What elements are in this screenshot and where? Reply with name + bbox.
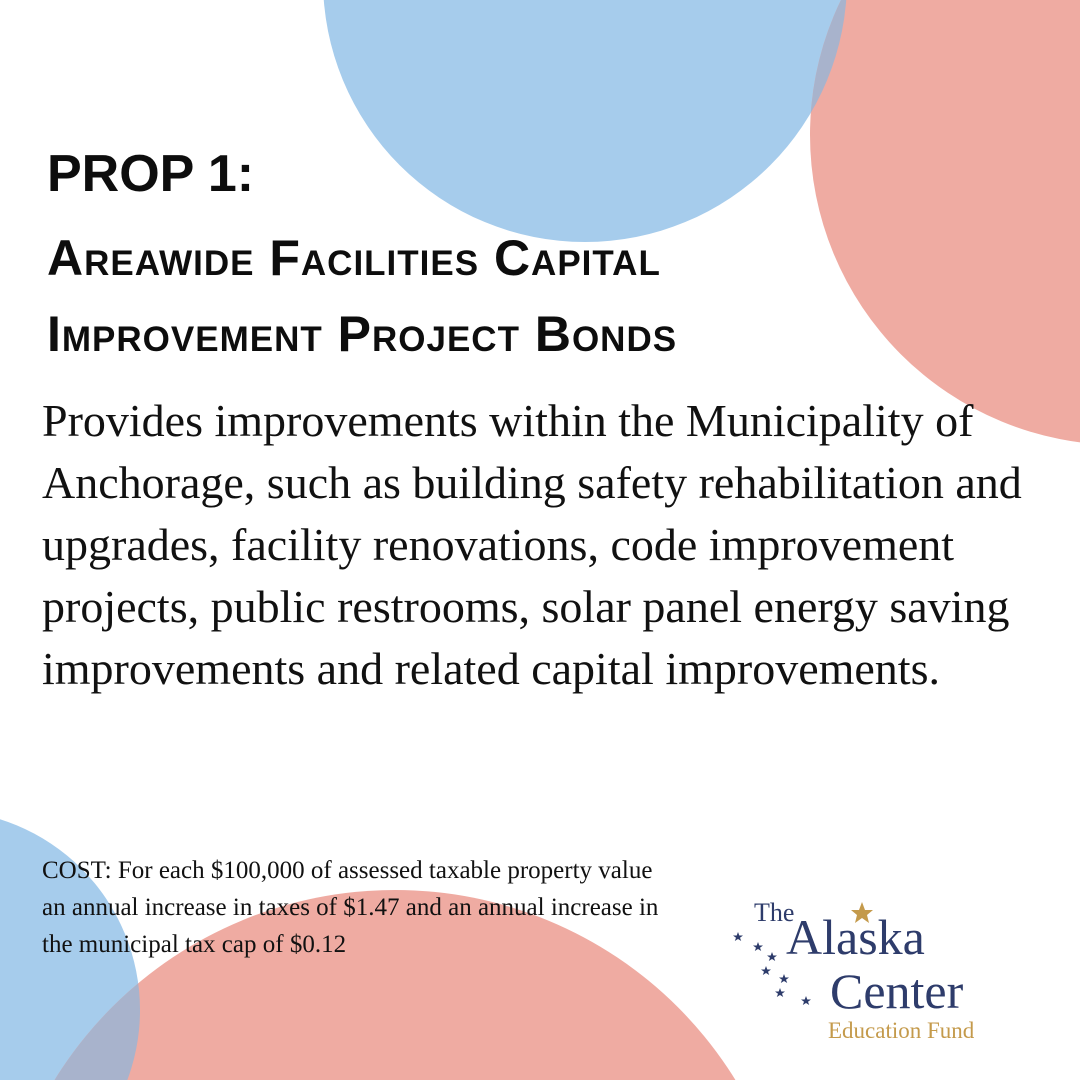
title-line-3: Improvement Project Bonds [47, 306, 678, 362]
proposition-description: Provides improvements within the Municipality of Anchorage, such as building safety rehabilitation and upgrades, facility renovations, code improvement projects, public restrooms, solar panel energy saving improvements and related capital improvements. [42, 395, 1022, 694]
proposition-title [47, 142, 677, 372]
logo-center: Center [830, 963, 964, 1019]
title-line-2: Areawide Facilities Capital [47, 230, 661, 286]
top-salmon-circle [810, 0, 1080, 445]
logo-the: The [754, 898, 795, 927]
title-line-1: PROP 1: [47, 145, 255, 203]
logo-alaska: Alaska [786, 909, 925, 965]
logo-education-fund: Education Fund [828, 1018, 975, 1043]
alaska-center-logo [728, 898, 1008, 1048]
cost-statement: COST: For each $100,000 of assessed taxable property value an annual increase in taxes of $1.47 and an annual increase in the municipal tax cap of $0.12 [42, 857, 659, 958]
